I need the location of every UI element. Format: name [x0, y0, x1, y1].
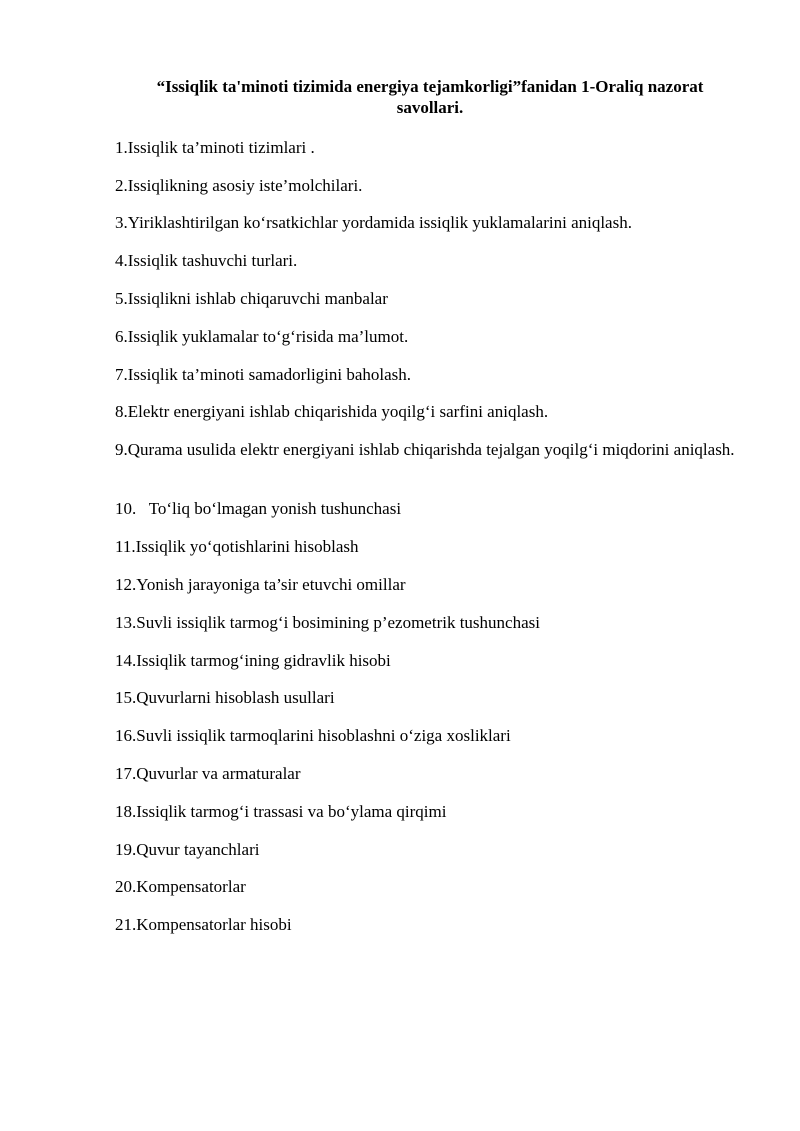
question-21: 21.Kompensatorlar hisobi — [115, 915, 292, 934]
title-line-1: “Issiqlik ta'minoti tizimida energiya tejamkorligi”fanidan 1-Oraliq nazorat — [156, 77, 704, 96]
question-12: 12.Yonish jarayoniga ta’sir etuvchi omillar — [115, 575, 406, 594]
question-6: 6.Issiqlik yuklamalar to‘g‘risida ma’lumot. — [115, 327, 409, 346]
question-18: 18.Issiqlik tarmog‘i trassasi va bo‘ylama qirqimi — [115, 802, 447, 821]
question-13: 13.Suvli issiqlik tarmog‘i bosimining p’ezometrik tushunchasi — [115, 613, 540, 632]
question-7: 7.Issiqlik ta’minoti samadorligini baholash. — [115, 365, 412, 384]
question-20: 20.Kompensatorlar — [115, 877, 246, 896]
document-title — [116, 76, 744, 118]
question-15: 15.Quvurlarni hisoblash usullari — [115, 688, 335, 707]
question-3: 3.Yiriklashtirilgan ko‘rsatkichlar yordamida issiqlik yuklamalarini aniqlash. — [115, 213, 632, 232]
question-8: 8.Elektr energiyani ishlab chiqarishida yoqilg‘i sarfini aniqlash. — [115, 402, 549, 421]
question-5: 5.Issiqlikni ishlab chiqaruvchi manbalar — [115, 289, 388, 308]
question-14: 14.Issiqlik tarmog‘ining gidravlik hisobi — [115, 651, 391, 670]
question-9: 9.Qurama usulida elektr energiyani ishlab chiqarishda tejalgan yoqilg‘i miqdorini aniqlash. — [115, 440, 735, 459]
title-line-2: savollari. — [396, 98, 464, 117]
question-10: 10. To‘liq bo‘lmagan yonish tushunchasi — [115, 499, 402, 518]
question-4: 4.Issiqlik tashuvchi turlari. — [115, 251, 298, 270]
question-19: 19.Quvur tayanchlari — [115, 840, 260, 859]
question-16: 16.Suvli issiqlik tarmoqlarini hisoblashni o‘ziga xosliklari — [115, 726, 511, 745]
question-2: 2.Issiqlikning asosiy iste’molchilari. — [115, 176, 363, 195]
question-11: 11.Issiqlik yo‘qotishlarini hisoblash — [115, 537, 359, 556]
question-1: 1.Issiqlik ta’minoti tizimlari . — [115, 138, 315, 157]
question-17: 17.Quvurlar va armaturalar — [115, 764, 301, 783]
